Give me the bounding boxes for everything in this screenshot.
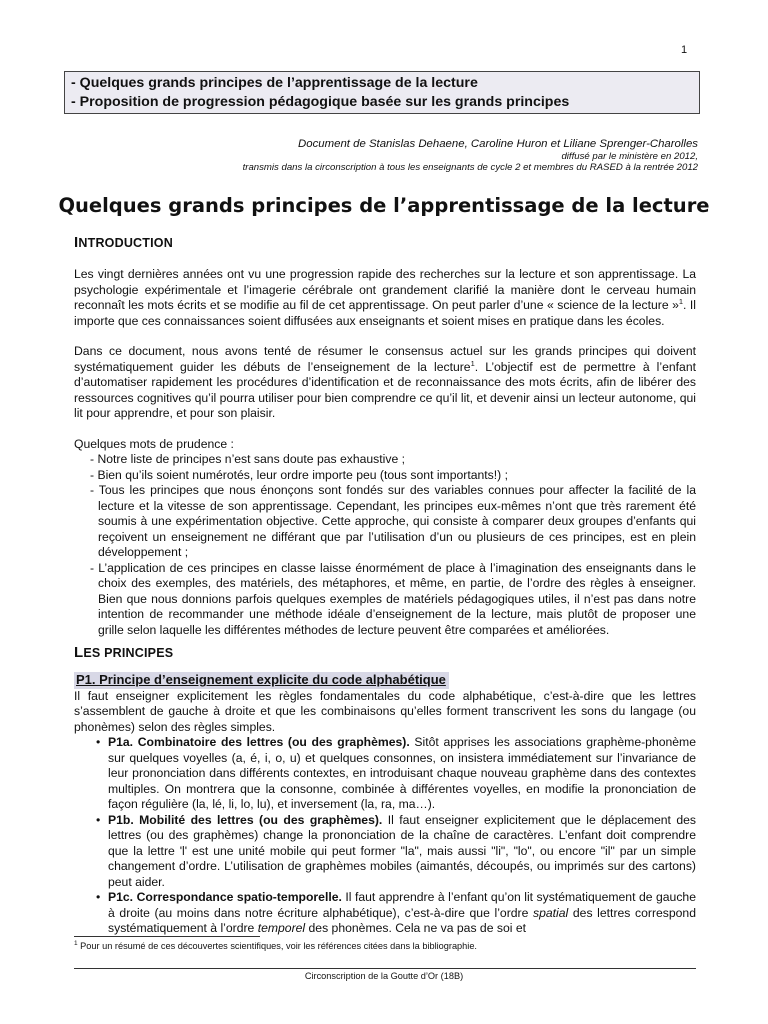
principle-p1-list [74, 735, 696, 937]
transmission-line: transmis dans la circonscription à tous les enseignants de cycle 2 et membres du RASED à la rentrée 2012 [242, 162, 698, 173]
bullet-icon: • [96, 812, 101, 827]
item-label: P1b. Mobilité des lettres (ou des graphèmes). [108, 812, 383, 827]
principle-p1-text: Il faut enseigner explicitement les règles fondamentales du code alphabétique, c’est-à-dire que les lettres s’assemblent de gauche à droite et que les combinaisons qu’elles forment transcrivent les sons du langage (ou phonèmes) selon des règles simples. [74, 688, 696, 734]
distribution-line: diffusé par le ministère en 2012, [561, 151, 698, 162]
authors-line: Document de Stanislas Dehaene, Caroline Huron et Liliane Sprenger-Charolles [298, 138, 698, 150]
list-item: • P1c. Correspondance spatio-temporelle. Il faut apprendre à l’enfant qu’on lit systématiquement de gauche à droite (au moins dans notre écriture alphabétique), c’est-à-dire que l’ordre spatial des lettres correspond systématiquement à l’ordre temporel des phonèmes. Cela ne va pas de soi et [96, 890, 696, 935]
item-label: P1a. Combinatoire des lettres (ou des graphèmes). [108, 735, 410, 749]
prudence-list [74, 452, 696, 638]
authors-block [243, 137, 698, 173]
page-number: 1 [681, 44, 688, 56]
prudence-label: Quelques mots de prudence : [74, 436, 234, 451]
page-footer: Circonscription de la Goutte d’Or (18B) [304, 971, 464, 981]
intro-paragraph-2: Dans ce document, nous avons tenté de résumer le consensus actuel sur les grands principes qui doivent systématiquement guider les débuts de l’enseignement de la lecture$^1$. L’objectif est de permettre à l’enfant d’automatiser rapidement les procédures d’identification et de reconnaissance des mots écrits, afin de libérer des ressources cognitives qu’il pourra utiliser pour bien comprendre ce qu’il lit, et devenir ainsi un lecteur autonome, qui lit pour apprendre, et pour son plaisir. [74, 344, 696, 420]
bullet-icon: • [96, 890, 101, 904]
intro-paragraph-1: Les vingt dernières années ont vu une progression rapide des recherches sur la lecture et son apprentissage. La psychologie expérimentale et l’imagerie cérébrale ont grandement clarifié la manière dont le cerveau humain reconnaît les mots écrits et se modifie au fil de cet apprentissage. On peut parler d’une « science de la lecture »$^1$. Il importe que ces connaissances soient diffusées aux enseignants et soient mises en pratique dans les écoles. [74, 267, 697, 328]
list-item: - Tous les principes que nous énonçons sont fondés sur des variables connues pour affecter la facilité de la lecture et la vitesse de son apprentissage. Cependant, les principes eux-mêmes n’ont que très rarement été soumis à une expérimentation objective. Cette approche, qui consiste à comparer deux groupes d’enfants qui reçoivent un enseignement ne différant que par l’utilisation d’un ou plusieurs de ces principes, est en plein développement ; [90, 483, 696, 559]
document-title: Quelques grands principes de l’apprentissage de la lecture [58, 194, 710, 217]
banner-line-1: - Quelques grands principes de l’apprentissage de la lecture [71, 75, 478, 91]
list-item: - Notre liste de principes n’est sans doute pas exhaustive ; [90, 452, 406, 466]
footnote: $^1$ Pour un résumé de ces découvertes scientifiques, voir les références citées dans la bibliographie. [74, 939, 477, 951]
bullet-icon: • [96, 735, 101, 749]
footer-divider [74, 968, 696, 969]
footnote-divider [74, 936, 260, 937]
item-label: P1c. Correspondance spatio-temporelle. [108, 890, 342, 904]
footnote-reference: 1 [470, 358, 475, 368]
title-banner [64, 71, 700, 114]
introduction-body [74, 267, 696, 638]
principles-heading: LES PRINCIPES [74, 644, 174, 661]
banner-line-2: - Proposition de progression pédagogique basée sur les grands principes [71, 94, 570, 110]
principle-p1-title: P1. Principe d’enseignement explicite du code alphabétique [74, 672, 449, 689]
list-item: • P1b. Mobilité des lettres (ou des graphèmes). Il faut enseigner explicitement que le déplacement des lettres (ou des graphèmes) change la prononciation de la chaîne de caractères. L’enfant doit comprendre que la lettre 'l' est une unité mobile qui peut former "la", mais aussi "li", "lo", ou encore "il" par un simple changement d’ordre. L’utilisation de graphèmes mobiles (aimantés, découpés, ou imprimés sur des cartons) peut aider. [96, 812, 697, 889]
list-item: • P1a. Combinatoire des lettres (ou des graphèmes). Sitôt apprises les associations graphème-phonème sur quelques voyelles (a, é, i, o, u) et quelques consonnes, on insistera immédiatement sur l’invariance de leur prononciation dans différents contextes, en introduisant chaque nouveau graphème dans des contextes multiples. On montrera que la consonne, combinée à différentes voyelles, en modifie la prononciation de façon régulière (la, lé, li, lo, lu), et inversement (la, ra, ma…). [96, 735, 696, 811]
introduction-heading: INTRODUCTION [74, 234, 173, 251]
list-item: - Bien qu’ils soient numérotés, leur ordre importe peu (tous sont importants!) ; [90, 467, 508, 482]
principles-body [74, 672, 696, 937]
list-item: - L’application de ces principes en classe laisse énormément de place à l’imagination des enseignants dans le choix des exemples, des matériels, des métaphores, et même, en partie, de l’ordre des règles à enseigner. Bien que nous donnions parfois quelques exemples de matériels pédagogiques utiles, il n’est pas dans notre intention de recommander une méthode idéale d’enseignement de la lecture, mais plutôt de proposer une grille selon laquelle les différentes méthodes de lecture peuvent être comparées et améliorées. [90, 560, 696, 637]
